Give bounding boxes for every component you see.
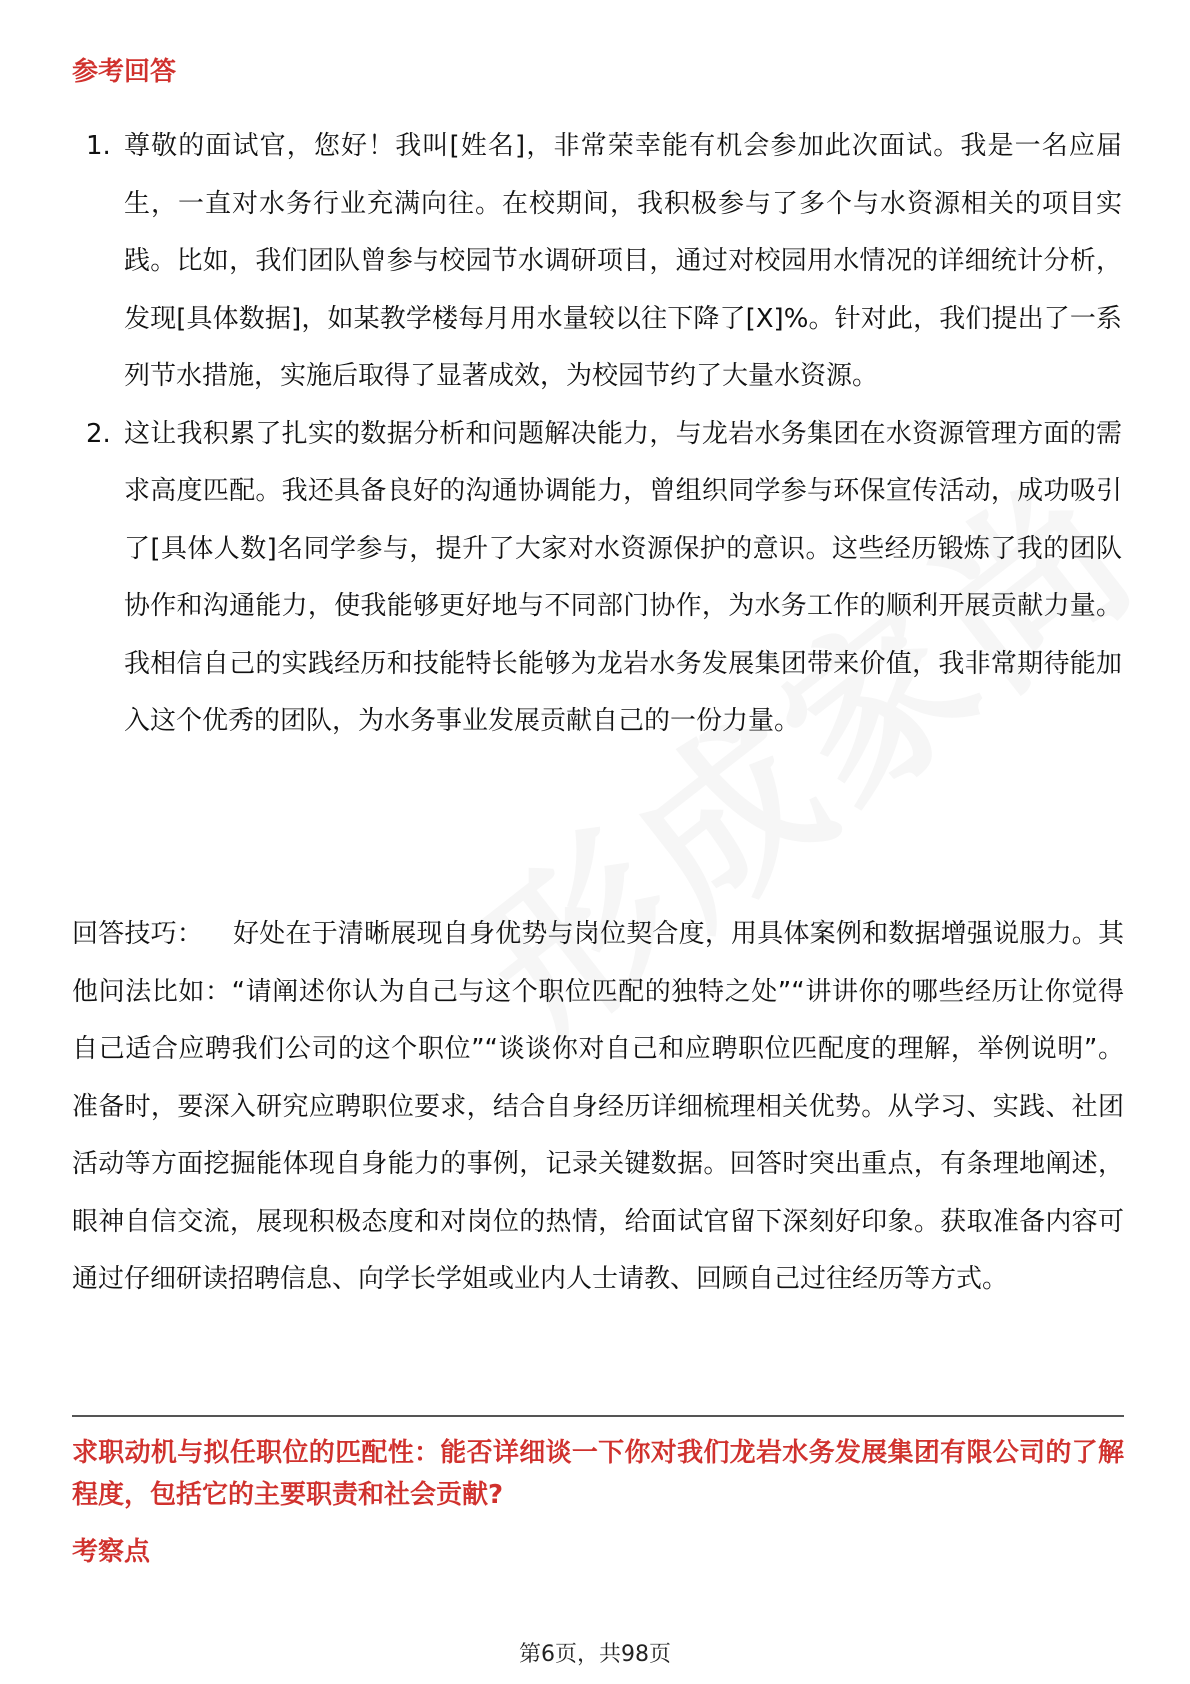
answer-tips — [72, 906, 1124, 1309]
answer-text: 这让我积累了扎实的数据分析和问题解决能力，与龙岩水务集团在水资源管理方面的需求高度匹配。我还具备良好的沟通协调能力，曾组织同学参与环保宣传活动，成功吸引了[具体人数]名同学参与，提升了大家对水资源保护的意识。这些经历锻炼了我的团队协作和沟通能力，使我能够更好地与不同部门协作，为水务工作的顺利开展贡献力量。我相信自己的实践经历和技能特长能够为龙岩水务发展集团带来价值，我非常期待能加入这个优秀的团队，为水务事业发展贡献自己的一份力量。 — [124, 418, 1122, 736]
answer-list — [72, 118, 1122, 751]
section-divider — [72, 1415, 1124, 1417]
tips-label: 回答技巧： — [72, 919, 204, 949]
answer-number: 2. — [86, 418, 111, 449]
exam-points-heading: 考察点 — [72, 1537, 151, 1567]
page-number: 第6页，共98页 — [519, 1642, 671, 1667]
answer-item-2 — [72, 406, 1122, 751]
answer-heading: 参考回答 — [72, 57, 177, 87]
tips-text: 好处在于清晰展现自身优势与岗位契合度，用具体案例和数据增强说服力。其他问法比如：“请阐述你认为自己与这个职位匹配的独特之处”“讲讲你的哪些经历让你觉得自己适合应聘我们公司的这个职位”“谈谈你对自己和应聘职位匹配度的理解，举例说明”。准备时，要深入研究应聘职位要求，结合自身经历详细梳理相关优势。从学习、实践、社团活动等方面挖掘能体现自身能力的事例，记录关键数据。回答时突出重点，有条理地阐述，眼神自信交流，展现积极态度和对岗位的热情，给面试官留下深刻好印象。获取准备内容可通过仔细研读招聘信息、向学长学姐或业内人士请教、回顾自己过往经历等方式。 — [72, 919, 1124, 1294]
next-question: 求职动机与拟任职位的匹配性：能否详细谈一下你对我们龙岩水务发展集团有限公司的了解程度，包括它的主要职责和社会贡献? — [72, 1438, 1124, 1510]
answer-text: 尊敬的面试官，您好！我叫[姓名]，非常荣幸能有机会参加此次面试。我是一名应届生，一直对水务行业充满向往。在校期间，我积极参与了多个与水资源相关的项目实践。比如，我们团队曾参与校园节水调研项目，通过对校园用水情况的详细统计分析，发现[具体数据]，如某教学楼每月用水量较以往下降了[X]%。针对此，我们提出了一系列节水措施，实施后取得了显著成效，为校园节约了大量水资源。 — [124, 131, 1122, 391]
answer-number: 1. — [86, 131, 111, 161]
answer-item-1 — [72, 118, 1122, 406]
